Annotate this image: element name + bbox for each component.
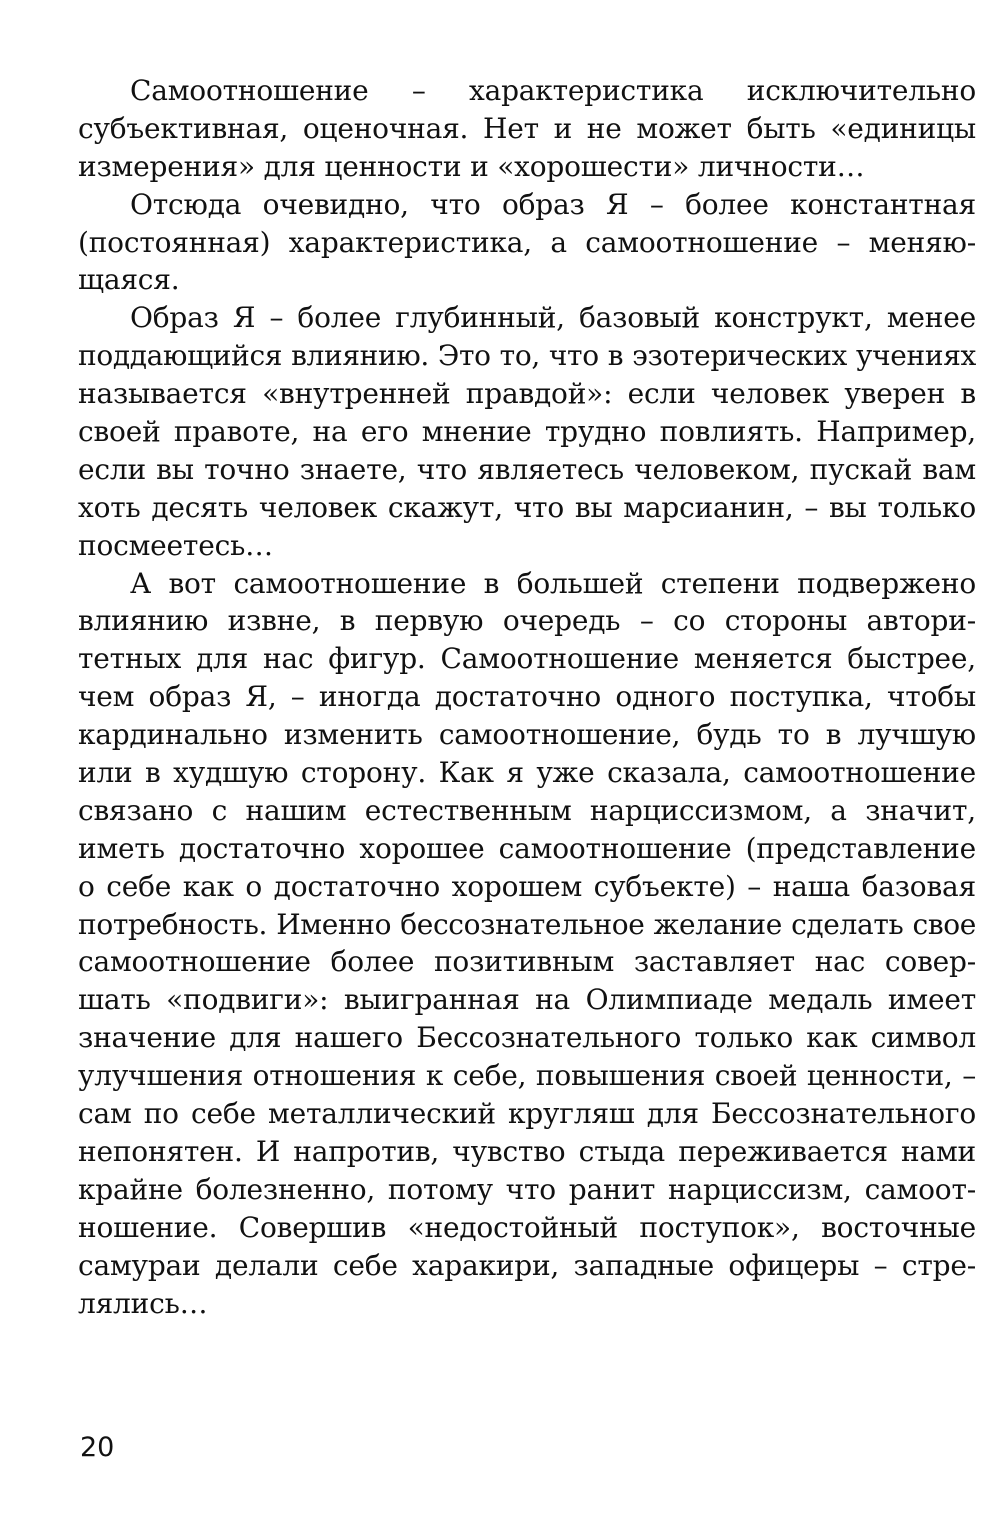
text-line: потребность. Именно бессознательное желание сделать свое — [78, 907, 976, 941]
page-number: 20 — [80, 1432, 115, 1463]
text-line: шать «подвиги»: выигранная на Олимпиаде медаль имеет — [78, 983, 976, 1017]
text-line: самураи делали себе харакири, западные офицеры – стре- — [78, 1248, 976, 1282]
text-line: чем образ Я, – иногда достаточно одного поступка, чтобы — [78, 680, 976, 714]
text-line: кардинально изменить самоотношение, будь то в лучшую — [78, 718, 976, 752]
text-line: Отсюда очевидно, что образ Я – более константная — [130, 187, 976, 221]
text-line: влиянию извне, в первую очередь – со стороны автори- — [78, 604, 976, 638]
text-line: субъективная, оценочная. Нет и не может быть «единицы — [78, 111, 976, 145]
text-line: щаяся. — [78, 263, 180, 297]
text-line: хоть десять человек скажут, что вы марсианин, – вы только — [78, 490, 976, 524]
text-line: о себе как о достаточно хорошем субъекте) – наша базовая — [78, 869, 976, 903]
text-line: своей правоте, на его мнение трудно повлиять. Например, — [78, 415, 976, 449]
text-line: ношение. Совершив «недостойный поступок», восточные — [78, 1210, 976, 1244]
text-line: А вот самоотношение в большей степени подвержено — [130, 566, 976, 600]
text-line: тетных для нас фигур. Самоотношение меняется быстрее, — [78, 642, 976, 676]
text-line: сам по себе металлический кругляш для Бессознательного — [78, 1097, 976, 1131]
text-line: связано с нашим естественным нарциссизмом, а значит, — [78, 793, 976, 827]
book-page-body — [78, 72, 976, 1322]
text-line: называется «внутренней правдой»: если человек уверен в — [78, 377, 976, 411]
text-line: посмеетесь… — [78, 528, 273, 562]
text-line: значение для нашего Бессознательного только как символ — [78, 1021, 976, 1055]
text-line: или в худшую сторону. Как я уже сказала, самоотношение — [78, 756, 976, 790]
text-line: лялись… — [78, 1286, 208, 1320]
text-line: иметь достаточно хорошее самоотношение (представление — [78, 831, 976, 865]
text-line: самоотношение более позитивным заставляет нас совер- — [78, 945, 976, 979]
text-line: если вы точно знаете, что являетесь человеком, пускай вам — [78, 452, 976, 486]
text-line: (постоянная) характеристика, а самоотношение – меняю- — [78, 225, 976, 259]
text-line: крайне болезненно, потому что ранит нарциссизм, самоот- — [78, 1172, 976, 1206]
text-line: Самоотношение – характеристика исключительно — [130, 74, 976, 107]
text-line: улучшения отношения к себе, повышения своей ценности, – — [78, 1059, 976, 1093]
text-line: поддающийся влиянию. Это то, что в эзотерических учениях — [78, 339, 976, 373]
text-line: непонятен. И напротив, чувство стыда переживается нами — [78, 1134, 976, 1168]
text-line: измерения» для ценности и «хорошести» личности… — [78, 149, 865, 183]
text-line: Образ Я – более глубинный, базовый конструкт, менее — [130, 301, 976, 335]
